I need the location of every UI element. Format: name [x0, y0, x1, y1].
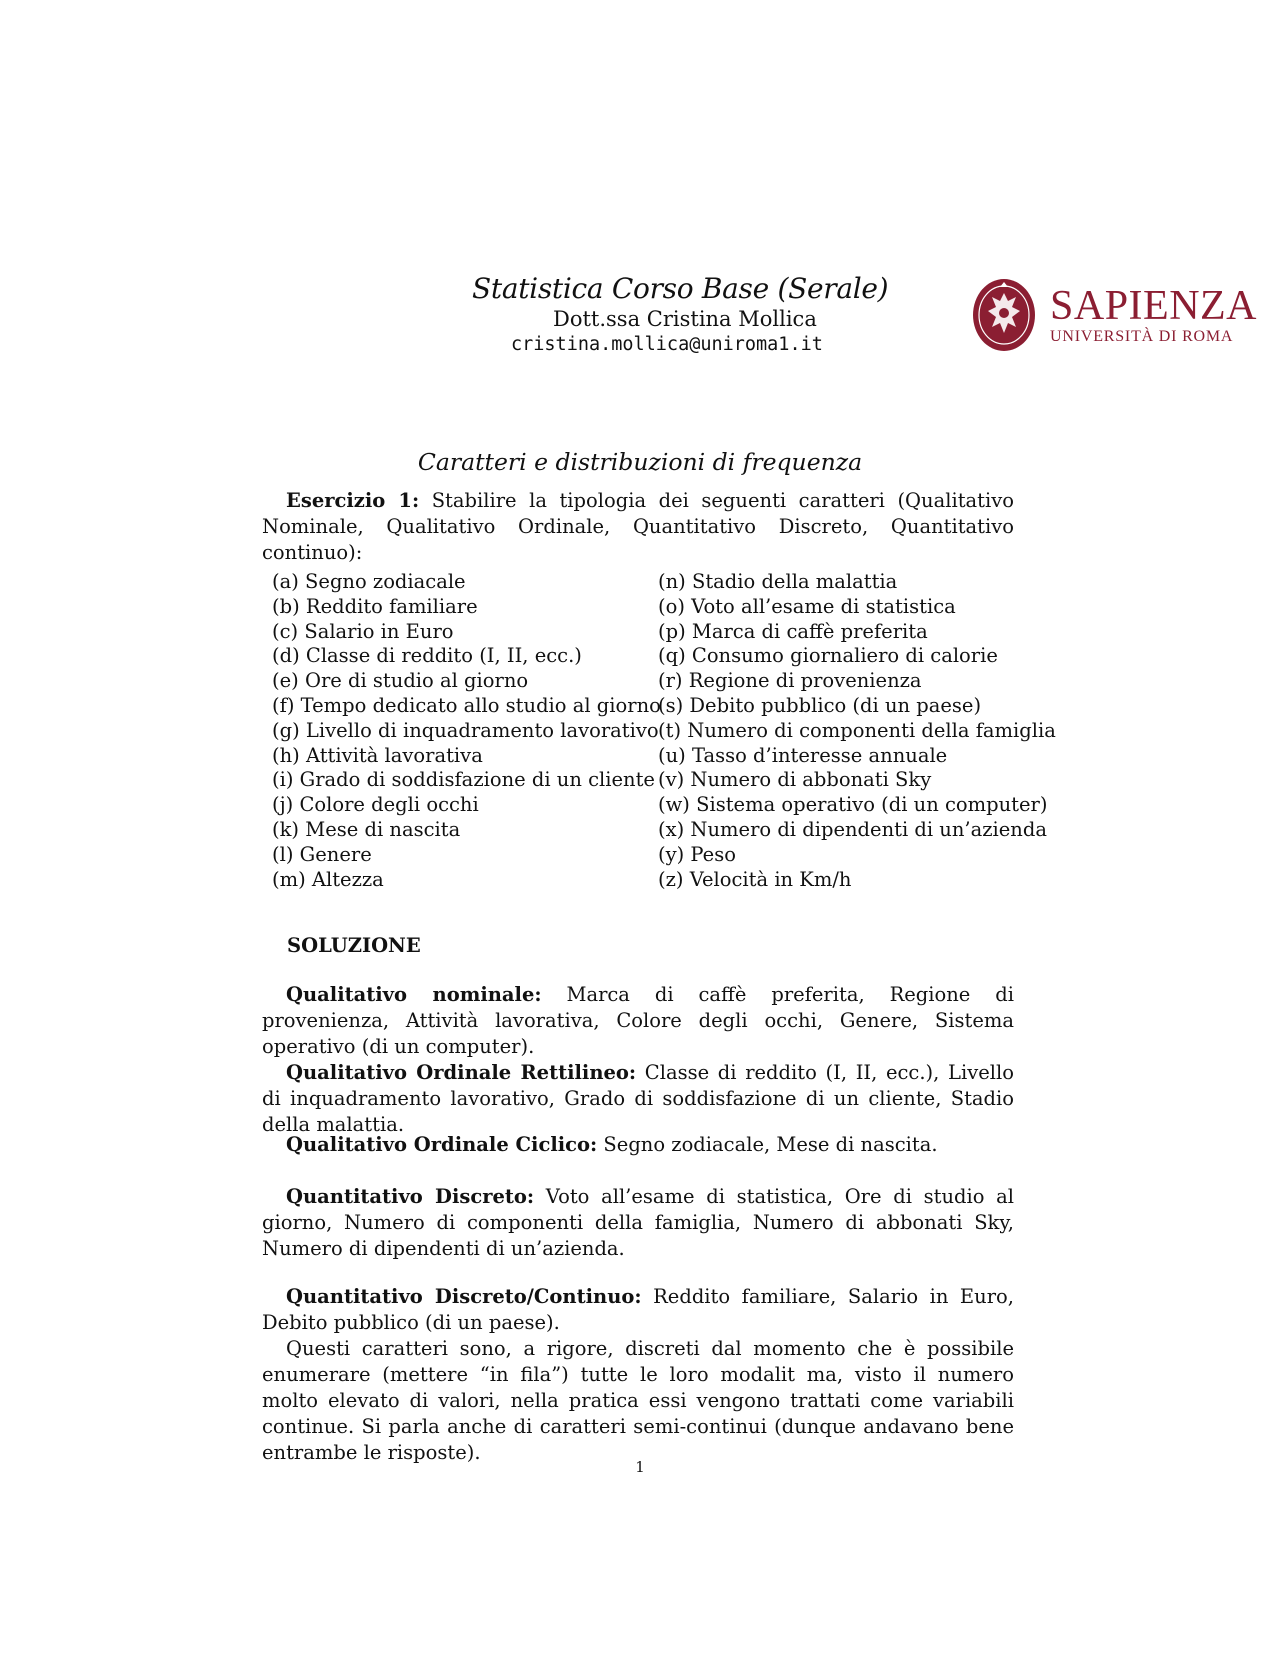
solution-block: [262, 1132, 1014, 1158]
section-title: Caratteri e distribuzioni di frequenza: [417, 448, 863, 476]
list-item: (t) Numero di componenti della famiglia: [658, 718, 1056, 742]
list-item: (x) Numero di dipendenti di un’azienda: [658, 817, 1047, 841]
solution-block: [262, 1284, 1014, 1466]
university-logo: [972, 277, 1257, 353]
list-item: (w) Sistema operativo (di un computer): [658, 793, 1048, 817]
logo-subtitle: UNIVERSITÀ DI ROMA: [1050, 327, 1234, 345]
list-item: (h) Attività lavorativa: [272, 743, 483, 767]
solution-text: Reddito familiare, Salario in Euro, Debito pubblico (di un paese).: [262, 1285, 1014, 1334]
solution-block: [262, 1184, 1014, 1262]
list-item: (g) Livello di inquadramento lavorativo: [272, 718, 659, 742]
list-item: (a) Segno zodiacale: [272, 570, 466, 593]
list-item: (o) Voto all’esame di statistica: [658, 594, 956, 618]
exercise-text: Stabilire la tipologia dei seguenti caratteri (Qualitativo Nominale, Qualitativo Ordinale, Quantitativo Discreto, Quantitativo continuo):: [262, 489, 1014, 564]
author-email: cristina.mollica@uniroma1.it: [511, 334, 823, 355]
exercise-1: [262, 488, 1014, 566]
solution-label: Quantitativo Discreto/Continuo:: [286, 1285, 642, 1308]
list-item: (p) Marca di caffè preferita: [658, 619, 928, 643]
list-item: (s) Debito pubblico (di un paese): [658, 693, 982, 717]
solution-text: Segno zodiacale, Mese di nascita.: [597, 1133, 938, 1156]
logo-brand: SAPIENZA: [1050, 282, 1258, 329]
list-item: (u) Tasso d’interesse annuale: [658, 743, 948, 767]
solution-label: Quantitativo Discreto:: [286, 1185, 535, 1208]
list-item: (c) Salario in Euro: [272, 619, 454, 643]
solution-block: [262, 1060, 1014, 1138]
solution-heading: SOLUZIONE: [287, 934, 421, 957]
solution-note: Questi caratteri sono, a rigore, discreti dal momento che è possibile enumerare (mettere “in fila”) tutte le loro modalit ma, visto il numero molto elevato di valori, nella pratica essi vengono trattati come variabili continue. Si parla anche di caratteri semi-continui (dunque andavano bene entrambe le risposte).: [262, 1337, 1014, 1464]
page-number: 1: [635, 1458, 645, 1476]
list-item: (y) Peso: [658, 842, 736, 866]
solution-block: [262, 982, 1014, 1060]
document-title: Statistica Corso Base (Serale): [472, 272, 889, 305]
list-item: (d) Classe di reddito (I, II, ecc.): [272, 644, 582, 668]
list-item: (n) Stadio della malattia: [658, 570, 898, 593]
solution-label: Qualitativo nominale:: [286, 983, 542, 1006]
list-item: (r) Regione di provenienza: [658, 669, 922, 693]
solution-text: Voto all’esame di statistica, Ore di studio al giorno, Numero di componenti della famiglia, Numero di abbonati Sky, Numero di dipendenti di un’azienda.: [262, 1185, 1015, 1260]
list-item: (f) Tempo dedicato allo studio al giorno: [272, 693, 661, 717]
solution-label: Qualitativo Ordinale Ciclico:: [286, 1133, 598, 1156]
exercise-label: Esercizio 1:: [286, 489, 420, 512]
solution-text: Classe di reddito (I, II, ecc.), Livello di inquadramento lavorativo, Grado di soddisfazione di un cliente, Stadio della malattia.: [262, 1061, 1014, 1136]
list-item: (j) Colore degli occhi: [272, 793, 479, 817]
solution-label: Qualitativo Ordinale Rettilineo:: [286, 1061, 637, 1084]
sapienza-seal-icon: [972, 277, 1036, 353]
list-item: (m) Altezza: [272, 867, 384, 891]
list-item: (v) Numero di abbonati Sky: [658, 768, 932, 792]
characters-column-left: [272, 570, 661, 892]
list-item: (e) Ore di studio al giorno: [272, 669, 529, 693]
characters-column-right: [658, 570, 1056, 892]
list-item: (l) Genere: [272, 842, 372, 866]
author-name: Dott.ssa Cristina Mollica: [553, 307, 817, 331]
list-item: (k) Mese di nascita: [272, 817, 461, 841]
list-item: (b) Reddito familiare: [272, 594, 478, 618]
list-item: (q) Consumo giornaliero di calorie: [658, 644, 998, 668]
list-item: (i) Grado di soddisfazione di un cliente: [272, 768, 655, 792]
solution-text: Marca di caffè preferita, Regione di provenienza, Attività lavorativa, Colore degli occhi, Genere, Sistema operativo (di un computer).: [262, 983, 1014, 1058]
list-item: (z) Velocità in Km/h: [658, 867, 852, 891]
